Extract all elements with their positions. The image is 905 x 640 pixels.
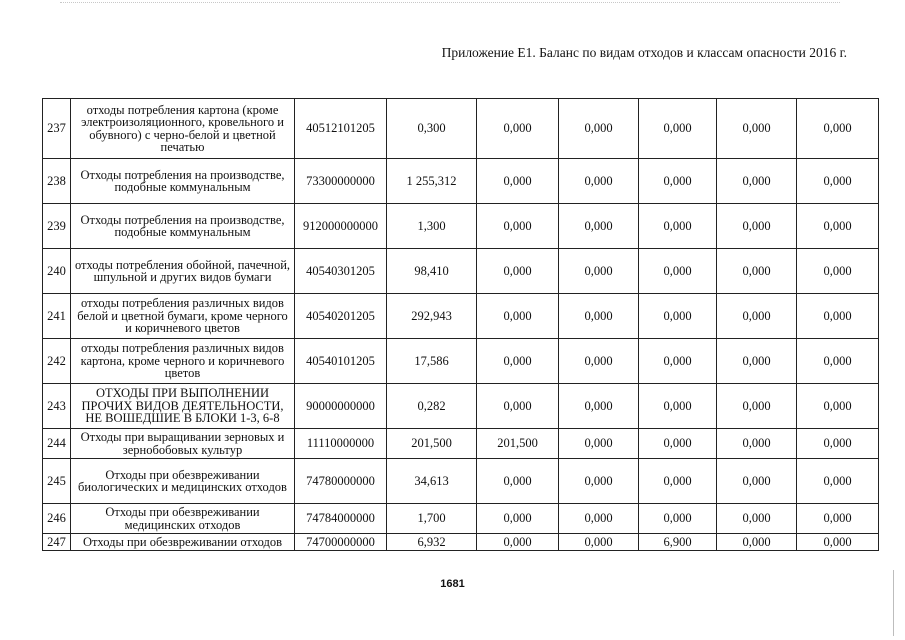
value-cell: 0,000	[717, 294, 797, 339]
value-cell: 0,000	[639, 99, 717, 159]
value-cell: 0,000	[797, 294, 879, 339]
row-number-cell: 246	[43, 504, 71, 534]
value-cell: 0,000	[717, 204, 797, 249]
waste-name-cell: отходы потребления различных видов картона, кроме черного и коричневого цветов	[71, 339, 295, 384]
waste-code-cell: 11110000000	[295, 429, 387, 459]
value-cell: 0,300	[387, 99, 477, 159]
value-cell: 0,000	[639, 294, 717, 339]
value-cell: 292,943	[387, 294, 477, 339]
value-cell: 0,000	[559, 384, 639, 429]
value-cell: 17,586	[387, 339, 477, 384]
waste-name-cell: Отходы при обезвреживании отходов	[71, 534, 295, 551]
value-cell: 0,000	[717, 429, 797, 459]
waste-name-cell: Отходы потребления на производстве, подобные коммунальным	[71, 159, 295, 204]
value-cell: 0,282	[387, 384, 477, 429]
value-cell: 0,000	[797, 204, 879, 249]
table-row	[43, 249, 879, 294]
value-cell: 0,000	[797, 429, 879, 459]
value-cell: 0,000	[559, 459, 639, 504]
waste-code-cell: 74700000000	[295, 534, 387, 551]
value-cell: 34,613	[387, 459, 477, 504]
waste-code-cell: 90000000000	[295, 384, 387, 429]
table-row	[43, 429, 879, 459]
row-number-cell: 238	[43, 159, 71, 204]
row-number-cell: 247	[43, 534, 71, 551]
value-cell: 98,410	[387, 249, 477, 294]
table-row	[43, 459, 879, 504]
value-cell: 0,000	[717, 249, 797, 294]
value-cell: 0,000	[717, 99, 797, 159]
value-cell: 0,000	[477, 204, 559, 249]
row-number-cell: 244	[43, 429, 71, 459]
value-cell: 0,000	[559, 534, 639, 551]
table-row	[43, 384, 879, 429]
value-cell: 0,000	[477, 294, 559, 339]
value-cell: 0,000	[559, 204, 639, 249]
value-cell: 0,000	[559, 99, 639, 159]
table-row	[43, 504, 879, 534]
row-number-cell: 243	[43, 384, 71, 429]
waste-name-cell: Отходы потребления на производстве, подобные коммунальным	[71, 204, 295, 249]
value-cell: 1,700	[387, 504, 477, 534]
waste-code-cell: 74784000000	[295, 504, 387, 534]
table-row	[43, 339, 879, 384]
waste-code-cell: 40540301205	[295, 249, 387, 294]
value-cell: 0,000	[717, 534, 797, 551]
row-number-cell: 237	[43, 99, 71, 159]
value-cell: 0,000	[717, 504, 797, 534]
value-cell: 0,000	[477, 459, 559, 504]
value-cell: 0,000	[477, 384, 559, 429]
waste-name-cell: отходы потребления картона (кроме электроизоляционного, кровельного и обувного) с черно-белой и цветной печатью	[71, 99, 295, 159]
value-cell: 0,000	[477, 249, 559, 294]
page-number: 1681	[440, 578, 465, 590]
value-cell: 0,000	[639, 384, 717, 429]
value-cell: 0,000	[797, 504, 879, 534]
table-row	[43, 99, 879, 159]
table-row	[43, 159, 879, 204]
value-cell: 0,000	[717, 384, 797, 429]
value-cell: 0,000	[559, 159, 639, 204]
value-cell: 0,000	[797, 249, 879, 294]
waste-code-cell: 40512101205	[295, 99, 387, 159]
table-row	[43, 534, 879, 551]
value-cell: 0,000	[639, 504, 717, 534]
value-cell: 0,000	[639, 459, 717, 504]
row-number-cell: 242	[43, 339, 71, 384]
value-cell: 0,000	[797, 159, 879, 204]
table-row	[43, 204, 879, 249]
waste-name-cell: ОТХОДЫ ПРИ ВЫПОЛНЕНИИ ПРОЧИХ ВИДОВ ДЕЯТЕЛЬНОСТИ, НЕ ВОШЕДШИЕ В БЛОКИ 1-3, 6-8	[71, 384, 295, 429]
value-cell: 0,000	[639, 204, 717, 249]
waste-name-cell: отходы потребления обойной, пачечной, шпульной и других видов бумаги	[71, 249, 295, 294]
value-cell: 0,000	[797, 459, 879, 504]
value-cell: 0,000	[797, 534, 879, 551]
value-cell: 0,000	[717, 459, 797, 504]
value-cell: 0,000	[639, 339, 717, 384]
value-cell: 6,900	[639, 534, 717, 551]
value-cell: 0,000	[559, 294, 639, 339]
value-cell: 0,000	[639, 249, 717, 294]
row-number-cell: 241	[43, 294, 71, 339]
value-cell: 0,000	[477, 504, 559, 534]
value-cell: 201,500	[387, 429, 477, 459]
waste-code-cell: 74780000000	[295, 459, 387, 504]
waste-name-cell: Отходы при выращивании зерновых и зернобобовых культур	[71, 429, 295, 459]
scan-artifact-top	[60, 2, 840, 3]
waste-code-cell: 40540201205	[295, 294, 387, 339]
value-cell: 0,000	[559, 249, 639, 294]
value-cell: 1 255,312	[387, 159, 477, 204]
value-cell: 0,000	[717, 159, 797, 204]
value-cell: 0,000	[477, 534, 559, 551]
value-cell: 0,000	[639, 429, 717, 459]
waste-code-cell: 73300000000	[295, 159, 387, 204]
value-cell: 0,000	[559, 504, 639, 534]
value-cell: 1,300	[387, 204, 477, 249]
value-cell: 0,000	[797, 339, 879, 384]
value-cell: 0,000	[477, 339, 559, 384]
waste-balance-table	[42, 98, 879, 551]
row-number-cell: 239	[43, 204, 71, 249]
value-cell: 0,000	[717, 339, 797, 384]
waste-code-cell: 40540101205	[295, 339, 387, 384]
value-cell: 0,000	[559, 429, 639, 459]
waste-name-cell: отходы потребления различных видов белой и цветной бумаги, кроме черного и коричневого цветов	[71, 294, 295, 339]
page-caption: Приложение Е1. Баланс по видам отходов и классам опасности 2016 г.	[441, 45, 847, 60]
value-cell: 6,932	[387, 534, 477, 551]
row-number-cell: 245	[43, 459, 71, 504]
value-cell: 0,000	[477, 99, 559, 159]
value-cell: 0,000	[477, 159, 559, 204]
value-cell: 0,000	[797, 384, 879, 429]
value-cell: 201,500	[477, 429, 559, 459]
row-number-cell: 240	[43, 249, 71, 294]
table-row	[43, 294, 879, 339]
waste-name-cell: Отходы при обезвреживании медицинских отходов	[71, 504, 295, 534]
value-cell: 0,000	[559, 339, 639, 384]
waste-code-cell: 912000000000	[295, 204, 387, 249]
value-cell: 0,000	[639, 159, 717, 204]
waste-name-cell: Отходы при обезвреживании биологических и медицинских отходов	[71, 459, 295, 504]
value-cell: 0,000	[797, 99, 879, 159]
